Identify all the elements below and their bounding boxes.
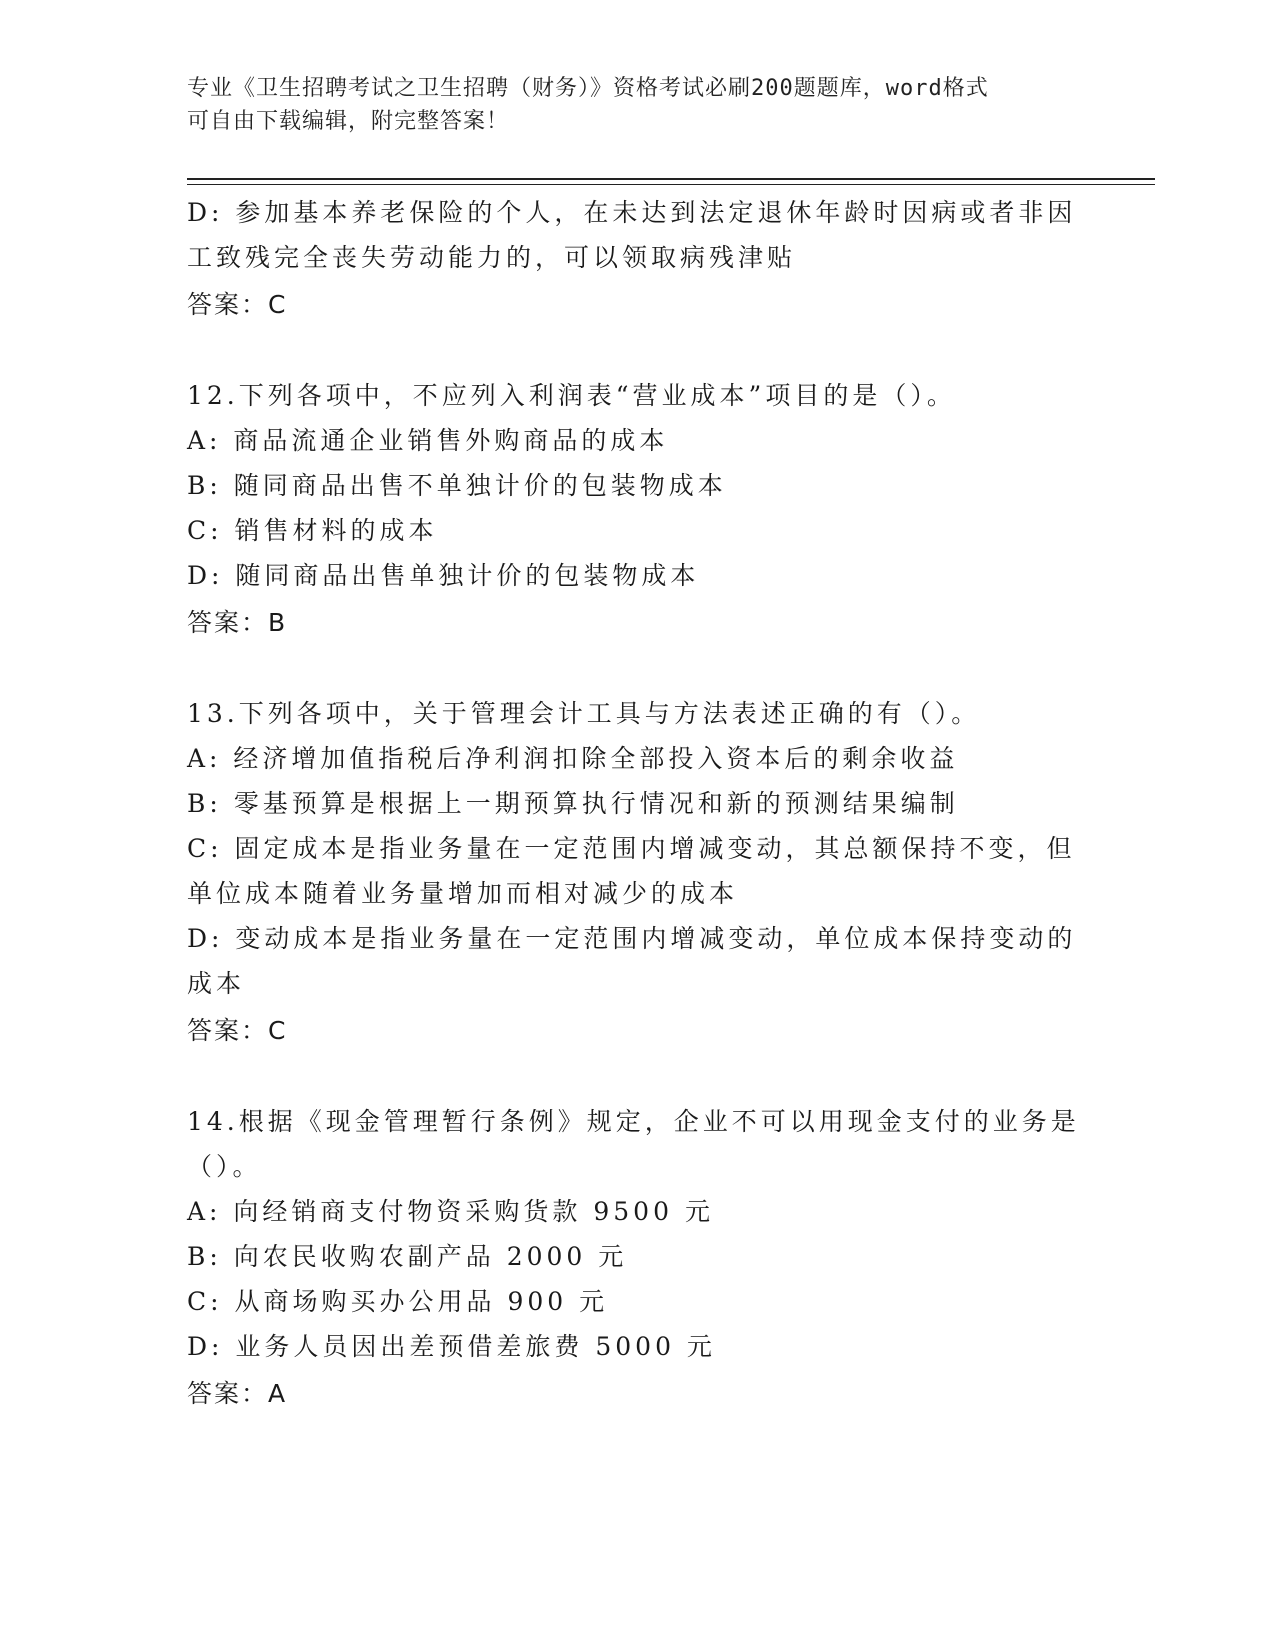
question-13 — [187, 691, 1077, 1053]
option-b: B: 向农民收购农副产品 2000 元 — [187, 1242, 628, 1271]
option-a: A: 商品流通企业销售外购商品的成本 — [187, 426, 669, 455]
option-c: C: 从商场购买办公用品 900 元 — [187, 1287, 609, 1316]
question-stem: 12.下列各项中，不应列入利润表“营业成本”项目的是（）。 — [187, 381, 956, 410]
question-stem: 13.下列各项中，关于管理会计工具与方法表述正确的有（）。 — [187, 699, 981, 728]
option-d: D: 变动成本是指业务量在一定范围内增减变动，单位成本保持变动的 — [187, 924, 1077, 953]
question-stem-continued: （）。 — [187, 1152, 262, 1181]
question-stem: 14.根据《现金管理暂行条例》规定，企业不可以用现金支付的业务是 — [187, 1107, 1080, 1136]
question-list — [187, 190, 1080, 1416]
option-b: B: 随同商品出售不单独计价的包装物成本 — [187, 471, 727, 500]
answer: 答案：B — [187, 608, 288, 637]
spacer — [187, 645, 1067, 691]
option-d: D: 随同商品出售单独计价的包装物成本 — [187, 561, 700, 590]
answer: 答案：C — [187, 1016, 288, 1045]
question-11-tail — [187, 190, 1077, 327]
option-d-continued: 成本 — [187, 969, 246, 998]
header-line-1: 专业《卫生招聘考试之卫生招聘（财务）》资格考试必刷200题题库，word格式 — [187, 76, 989, 101]
spacer — [187, 327, 1067, 373]
option-d: D: 参加基本养老保险的个人，在未达到法定退休年龄时因病或者非因 — [187, 198, 1077, 227]
spacer — [187, 1053, 1067, 1099]
option-c: C: 销售材料的成本 — [187, 516, 438, 545]
question-12 — [187, 373, 1067, 645]
document-header — [187, 72, 1087, 138]
header-divider-thin — [187, 184, 1155, 185]
option-c-continued: 单位成本随着业务量增加而相对减少的成本 — [187, 879, 739, 908]
header-line-2: 可自由下载编辑，附完整答案！ — [187, 109, 510, 134]
question-14 — [187, 1099, 1080, 1416]
option-c: C: 固定成本是指业务量在一定范围内增减变动，其总额保持不变，但 — [187, 834, 1076, 863]
header-divider-thick — [187, 178, 1155, 180]
option-d: D: 业务人员因出差预借差旅费 5000 元 — [187, 1332, 716, 1361]
answer: 答案：C — [187, 290, 288, 319]
option-a: A: 向经销商支付物资采购货款 9500 元 — [187, 1197, 714, 1226]
option-a: A: 经济增加值指税后净利润扣除全部投入资本后的剩余收益 — [187, 744, 959, 773]
answer: 答案：A — [187, 1379, 288, 1408]
option-d-continued: 工致残完全丧失劳动能力的，可以领取病残津贴 — [187, 243, 797, 272]
option-b: B: 零基预算是根据上一期预算执行情况和新的预测结果编制 — [187, 789, 959, 818]
